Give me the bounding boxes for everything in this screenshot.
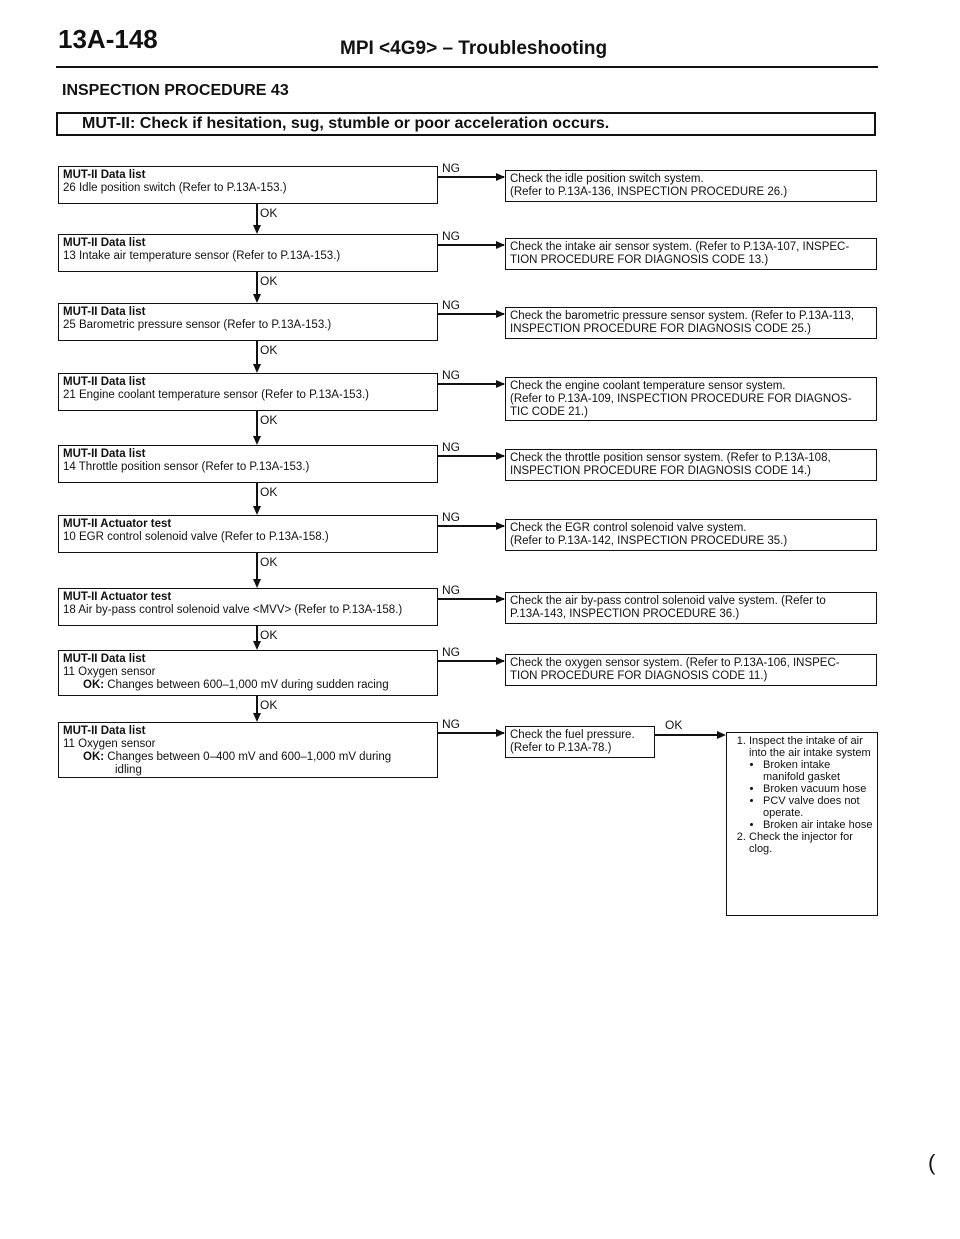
step-title: MUT-II Data list — [63, 237, 146, 249]
ng-action-line: (Refer to P.13A-78.) — [510, 742, 612, 754]
step-title: MUT-II Data list — [63, 376, 146, 388]
inspection-bullet: • Broken vacuum hose — [763, 783, 873, 795]
ng-action-box — [505, 238, 877, 270]
ng-action-box — [505, 726, 655, 758]
ng-arrowhead — [496, 657, 505, 665]
ng-action-line: Check the intake air sensor system. (Refer to P.13A-107, INSPEC- — [510, 241, 850, 253]
ng-connector — [438, 455, 504, 457]
ok-key: OK: — [83, 751, 108, 763]
ng-action-line: Check the fuel pressure. — [510, 729, 635, 741]
check-step-box — [58, 166, 438, 204]
ng-connector — [438, 244, 504, 246]
step-line: 25 Barometric pressure sensor (Refer to P.13A-153.) — [63, 319, 332, 331]
step-title: MUT-II Data list — [63, 306, 146, 318]
step-title: MUT-II Actuator test — [63, 591, 172, 603]
check-step-box — [58, 515, 438, 553]
step-ok-condition: OK: Changes between 600–1,000 mV during sudden racing — [83, 679, 389, 691]
ok-connector — [256, 204, 258, 226]
ok-connector — [256, 411, 258, 437]
ok-label: OK — [260, 485, 278, 499]
ng-action-box — [505, 307, 877, 339]
step-title: MUT-II Actuator test — [63, 518, 172, 530]
check-step-box — [58, 445, 438, 483]
ok-label: OK — [260, 413, 278, 427]
step-line: 18 Air by-pass control solenoid valve <MVV> (Refer to P.13A-158.) — [63, 604, 403, 616]
step-line: 26 Idle position switch (Refer to P.13A-153.) — [63, 182, 287, 194]
step-ok-condition: idling — [115, 764, 142, 776]
ok-arrowhead — [253, 225, 261, 234]
ok-connector — [256, 696, 258, 714]
step-line: 10 EGR control solenoid valve (Refer to P.13A-158.) — [63, 531, 329, 543]
check-step-box — [58, 234, 438, 272]
scan-mark: ( — [928, 1150, 936, 1175]
step-line: 11 Oxygen sensor — [63, 738, 156, 750]
ok-connector — [256, 483, 258, 507]
step-line: 21 Engine coolant temperature sensor (Refer to P.13A-153.) — [63, 389, 369, 401]
step-title: MUT-II Data list — [63, 725, 146, 737]
step-line: 13 Intake air temperature sensor (Refer to P.13A-153.) — [63, 250, 341, 262]
ng-arrowhead — [496, 173, 505, 181]
header-rule — [56, 66, 878, 68]
step-line: 11 Oxygen sensor — [63, 666, 156, 678]
check-step-box — [58, 650, 438, 696]
inspection-item-1: 1. Inspect the intake of air into the air intake system — [749, 735, 873, 759]
inspection-bullet: • Broken intake manifold gasket — [763, 759, 873, 783]
symptom-box: MUT-II: Check if hesitation, sug, stumble or poor acceleration occurs. — [56, 112, 876, 136]
ng-action-line: TION PROCEDURE FOR DIAGNOSIS CODE 13.) — [510, 254, 769, 266]
ng-arrowhead — [496, 241, 505, 249]
final-inspection-box — [726, 732, 878, 916]
ng-connector — [438, 660, 504, 662]
ng-arrowhead — [496, 595, 505, 603]
ng-connector — [438, 598, 504, 600]
ok-connector — [256, 272, 258, 295]
ng-connector — [438, 313, 504, 315]
ok-arrowhead — [717, 731, 726, 739]
check-step-box — [58, 303, 438, 341]
ng-label: NG — [442, 645, 460, 659]
ok-label: OK — [260, 698, 278, 712]
ng-arrowhead — [496, 380, 505, 388]
ng-label: NG — [442, 510, 460, 524]
step-ok-condition: OK: Changes between 0–400 mV and 600–1,000 mV during — [83, 751, 392, 763]
ng-label: NG — [442, 368, 460, 382]
ok-connector — [256, 341, 258, 365]
ng-connector — [438, 732, 504, 734]
ok-arrowhead — [253, 364, 261, 373]
ng-action-box — [505, 592, 877, 624]
ng-action-line: P.13A-143, INSPECTION PROCEDURE 36.) — [510, 608, 740, 620]
step-title: MUT-II Data list — [63, 448, 146, 460]
ok-label: OK — [260, 343, 278, 357]
ok-label: OK — [260, 555, 278, 569]
ng-arrowhead — [496, 452, 505, 460]
ng-action-box — [505, 170, 877, 202]
ng-action-line: Check the EGR control solenoid valve system. — [510, 522, 747, 534]
ng-action-line: Check the oxygen sensor system. (Refer to P.13A-106, INSPEC- — [510, 657, 840, 669]
ok-label: OK — [260, 206, 278, 220]
ng-label: NG — [442, 229, 460, 243]
ok-key: OK: — [83, 679, 108, 691]
ok-label: OK — [260, 628, 278, 642]
check-step-box — [58, 588, 438, 626]
ng-label: NG — [442, 583, 460, 597]
ok-arrowhead — [253, 641, 261, 650]
ok-connector — [655, 734, 718, 736]
page-number: 13A-148 — [58, 24, 158, 54]
ng-action-line: TION PROCEDURE FOR DIAGNOSIS CODE 11.) — [510, 670, 768, 682]
ng-action-line: Check the engine coolant temperature sensor system. — [510, 380, 786, 392]
ng-action-box — [505, 449, 877, 481]
ok-arrowhead — [253, 294, 261, 303]
ng-connector — [438, 383, 504, 385]
ok-label: OK — [665, 718, 683, 732]
ng-action-box — [505, 654, 877, 686]
ok-label: OK — [260, 274, 278, 288]
check-step-box — [58, 722, 438, 778]
ng-action-line: Check the throttle position sensor system. (Refer to P.13A-108, — [510, 452, 831, 464]
ng-action-box — [505, 519, 877, 551]
ok-arrowhead — [253, 506, 261, 515]
step-title: MUT-II Data list — [63, 169, 146, 181]
ng-action-line: TIC CODE 21.) — [510, 406, 588, 418]
ng-action-line: Check the idle position switch system. — [510, 173, 704, 185]
ng-label: NG — [442, 161, 460, 175]
procedure-title: INSPECTION PROCEDURE 43 — [62, 82, 289, 99]
ng-action-line: Check the air by-pass control solenoid valve system. (Refer to — [510, 595, 826, 607]
ng-action-line: (Refer to P.13A-142, INSPECTION PROCEDURE 35.) — [510, 535, 788, 547]
ng-arrowhead — [496, 310, 505, 318]
ok-connector — [256, 626, 258, 642]
ng-label: NG — [442, 440, 460, 454]
inspection-bullet: • Broken air intake hose — [763, 819, 873, 831]
check-step-box — [58, 373, 438, 411]
ng-action-line: (Refer to P.13A-136, INSPECTION PROCEDURE 26.) — [510, 186, 788, 198]
inspection-item-2: 2. Check the injector for clog. — [749, 831, 873, 855]
ng-label: NG — [442, 298, 460, 312]
ng-label: NG — [442, 717, 460, 731]
ok-arrowhead — [253, 579, 261, 588]
section-title: MPI <4G9> – Troubleshooting — [340, 38, 608, 59]
ng-action-line: INSPECTION PROCEDURE FOR DIAGNOSIS CODE 25.) — [510, 323, 811, 335]
step-line: 14 Throttle position sensor (Refer to P.13A-153.) — [63, 461, 310, 473]
ng-action-line: (Refer to P.13A-109, INSPECTION PROCEDURE FOR DIAGNOS- — [510, 393, 852, 405]
step-title: MUT-II Data list — [63, 653, 146, 665]
ng-action-line: INSPECTION PROCEDURE FOR DIAGNOSIS CODE 14.) — [510, 465, 811, 477]
ng-arrowhead — [496, 522, 505, 530]
ng-action-box — [505, 377, 877, 421]
inspection-bullet: • PCV valve does not operate. — [763, 795, 873, 819]
ok-arrowhead — [253, 436, 261, 445]
ok-connector — [256, 553, 258, 580]
ng-connector — [438, 176, 504, 178]
ng-connector — [438, 525, 504, 527]
ng-arrowhead — [496, 729, 505, 737]
ng-action-line: Check the barometric pressure sensor system. (Refer to P.13A-113, — [510, 310, 855, 322]
ok-arrowhead — [253, 713, 261, 722]
